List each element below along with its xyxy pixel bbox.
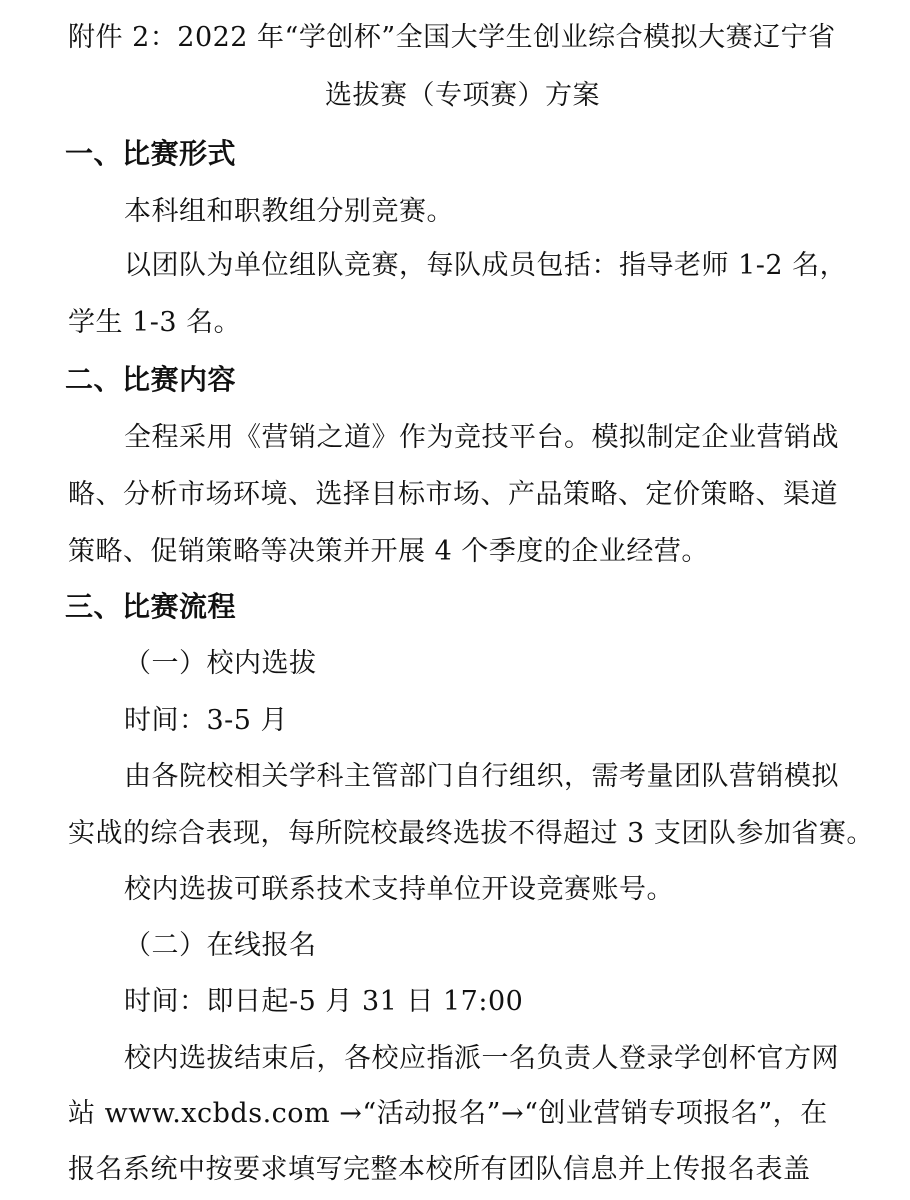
school-selection-account-note: 校内选拔可联系技术支持单位开设竞赛账号。 — [124, 874, 674, 905]
document-title-line-2: 选拔赛（专项赛）方案 — [325, 80, 600, 111]
document-title-line-1: 附件 2：2022 年“学创杯”全国大学生创业综合模拟大赛辽宁省 — [68, 22, 836, 53]
online-registration-paragraph-line-3: 报名系统中按要求填写完整本校所有团队信息并上传报名表盖 — [68, 1154, 811, 1185]
school-selection-paragraph-line-2: 实战的综合表现，每所院校最终选拔不得超过 3 支团队参加省赛。 — [68, 818, 874, 849]
section-heading-process: 三、比赛流程 — [65, 590, 237, 623]
school-selection-paragraph-line-1: 由各院校相关学科主管部门自行组织，需考量团队营销模拟 — [124, 761, 839, 792]
online-registration-paragraph-line-2: 站 www.xcbds.com →“活动报名”→“创业营销专项报名”，在 — [68, 1098, 828, 1129]
section-heading-content: 二、比赛内容 — [65, 363, 237, 396]
subsection-heading-school-selection: （一）校内选拔 — [124, 648, 317, 679]
section-heading-format: 一、比赛形式 — [65, 137, 237, 170]
paragraph-groups: 本科组和职教组分别竞赛。 — [124, 196, 454, 227]
paragraph-team-line-1: 以团队为单位组队竞赛，每队成员包括：指导老师 1-2 名， — [124, 250, 848, 281]
paragraph-content-line-2: 略、分析市场环境、选择目标市场、产品策略、定价策略、渠道 — [68, 479, 838, 510]
paragraph-content-line-1: 全程采用《营销之道》作为竞技平台。模拟制定企业营销战 — [124, 422, 839, 453]
subsection-heading-online-registration: （二）在线报名 — [124, 930, 317, 961]
online-registration-time: 时间：即日起-5 月 31 日 17:00 — [124, 986, 524, 1017]
school-selection-time: 时间：3-5 月 — [124, 705, 289, 736]
online-registration-paragraph-line-1: 校内选拔结束后，各校应指派一名负责人登录学创杯官方网 — [124, 1043, 839, 1074]
paragraph-content-line-3: 策略、促销策略等决策并开展 4 个季度的企业经营。 — [68, 536, 709, 567]
paragraph-team-line-2: 学生 1-3 名。 — [68, 307, 242, 338]
